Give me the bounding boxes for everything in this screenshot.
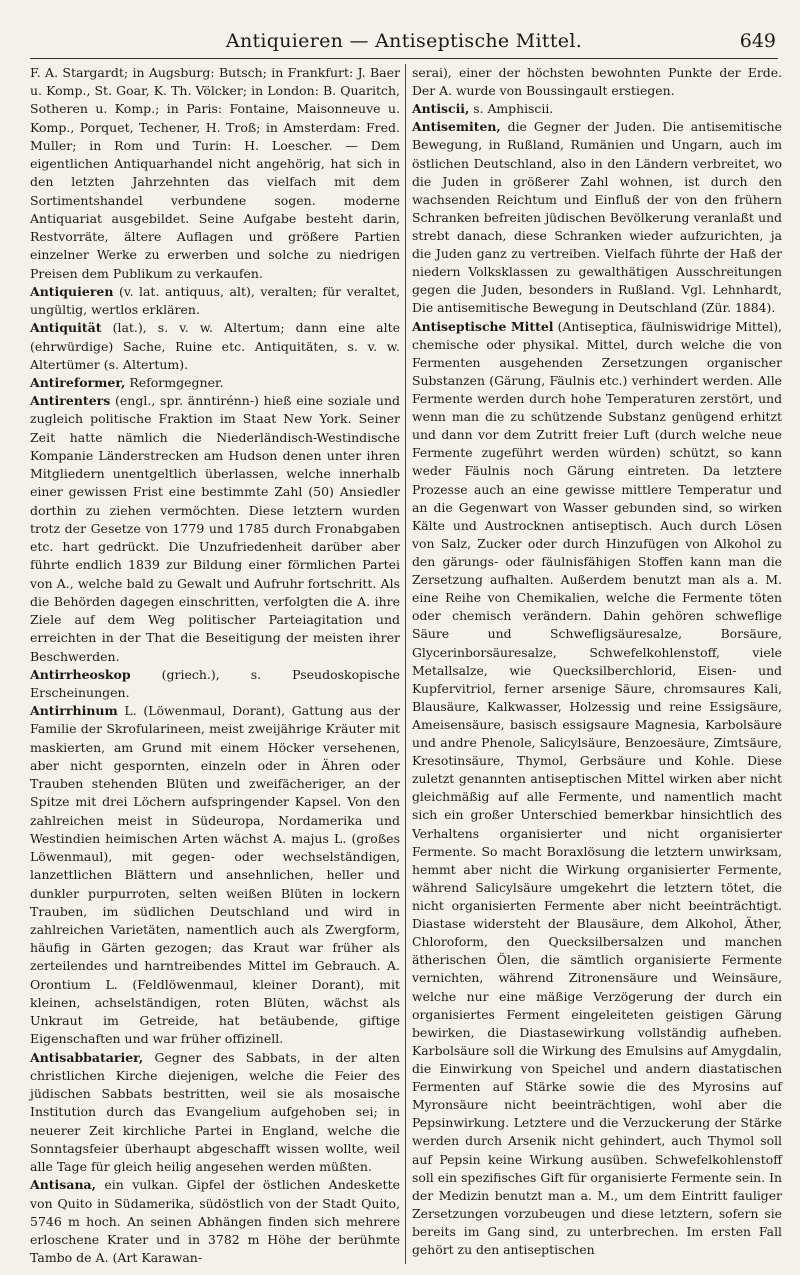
dictionary-entry <box>412 100 782 118</box>
entry-headword: Antiquität <box>30 320 102 336</box>
entry-text: serai), einer der höchsten bewohnten Punkte der Erde. Der A. wurde von Boussingault erstiegen. <box>412 65 782 99</box>
entry-headword: Antirrheoskop <box>30 666 131 682</box>
entry-headword: Antirrhinum <box>30 703 118 719</box>
entry-text: F. A. Stargardt; in Augsburg: Butsch; in Frankfurt: J. Baer u. Komp., St. Goar, K. Th. Völcker; in London: B. Quaritch, Sotheren u. Komp.; in Paris: Fontaine, Maisonneuve u. Komp., Porquet, Techener, H. Troß; in Amsterdam: Fred. Muller; in Rom und Turin: H. Loescher. — Dem eigentlichen Antiquarhandel nicht angehörig, hat sich in den letzten Jahrzehnten das vielfach mit dem Sortimentshandel verbundene sogen. moderne Antiquariat ausgebildet. Seine Aufgabe besteht darin, Restvorräte, ältere Auflagen und größere Partien einzelner Werke zu erwerben und solche zu niedrigen Preisen dem Publikum zu verkaufen. <box>30 65 400 281</box>
dictionary-entry <box>30 392 400 666</box>
entry-headword: Antiquieren <box>30 283 114 299</box>
dictionary-entry <box>30 702 400 1048</box>
dictionary-entry <box>30 319 400 374</box>
entry-headword: Antiseptische Mittel <box>412 318 554 334</box>
entry-headword: Antirenters <box>30 393 111 409</box>
entry-headword: Antiscii, <box>412 101 470 117</box>
dictionary-entry <box>30 283 400 319</box>
entry-text: ein vulkan. Gipfel der östlichen Andeskette von Quito in Südamerika, südöstlich von der Stadt Quito, 5746 m hoch. An seinen Abhängen finden sich mehrere erloschene Krater und in 3782 m Höhe der berühmte Tambo de A. (Art Karawan- <box>30 1177 400 1266</box>
dictionary-entry <box>412 318 782 1260</box>
dictionary-entry <box>30 374 400 392</box>
entry-headword: Antisemiten, <box>412 119 501 135</box>
dictionary-entry <box>30 64 400 283</box>
entry-headword: Antisana, <box>30 1177 96 1193</box>
entry-text: (v. lat. antiquus, alt), veralten; für veraltet, ungültig, wertlos erklären. <box>30 283 400 318</box>
entry-text: L. (Löwenmaul, Dorant), Gattung aus der Familie der Skrofularineen, meist zweijährige Kräuter mit maskierten, am Grund mit einem Höcker versehenen, aber nicht gespornten, einzeln oder in Ähren oder Trauben stehenden Blüten und zweifächeriger, an der Spitze mit drei Löchern aufspringender Kapsel. Von den zahlreichen meist in Südeuropa, Nordamerika und Westindien heimischen Arten wächst A. majus L. (großes Löwenmaul), mit gegen- oder wechselständigen, lanzettlichen Blättern und ansehnlichen, heller und dunkler purpurroten, selten weißen Blüten in lockern Trauben, im südlichen Deutschland und wird in zahlreichen Varietäten, namentlich auch als Zwergform, häufig in Gärten gezogen; das Kraut war früher als zerteilendes und harntreibendes Mittel im Gebrauch. A. Orontium L. (Feldlöwenmaul, kleiner Dorant), mit kleinen, achselständigen, roten Blüten, wächst als Unkraut im Getreide, hat betäubende, giftige Eigenschaften und war früher offizinell. <box>30 703 400 1047</box>
dictionary-entry <box>30 1176 400 1267</box>
entry-headword: Antisabbatarier, <box>30 1049 144 1065</box>
entry-text: (lat.), s. v. w. Altertum; dann eine alte (ehrwürdige) Sache, Ruine etc. Antiquitäten, s. v. w. Altertümer (s. Altertum). <box>30 320 400 372</box>
entry-text: Reformgegner. <box>125 374 224 390</box>
dictionary-entry <box>30 666 400 702</box>
right-column <box>412 64 782 1259</box>
dictionary-entry <box>30 1049 400 1177</box>
running-head: Antiquieren — Antiseptische Mittel. <box>225 30 583 52</box>
entry-text: (engl., spr. änntirénn-) hieß eine soziale und zugleich politische Fraktion im Staat New York. Seiner Zeit hatte nämlich die Niederländisch-Westindische Kompanie Länderstrecken am Hudson denen unter ihren Mitgliedern unentgeltlich überlassen, welche innerhalb einer gewissen Frist eine bestimmte Zahl (50) Ansiedler dorthin zu ziehen vermöchten. Diese letztern wurden trotz der Gesetze von 1779 und 1785 durch Fronabgaben etc. hart gedrückt. Die Unzufriedenheit darüber aber führte endlich 1839 zur Bildung einer förmlichen Partei von A., welche bald zu Gewalt und Aufruhr fortschritt. Als die Behörden dagegen einschritten, verfolgten die A. ihre Ziele auf dem Weg politischer Parteiagitation und erreichten in der That die Beseitigung der meisten ihrer Beschwerden. <box>30 393 400 664</box>
page-number: 649 <box>739 30 776 52</box>
entry-text: (griech.), s. Pseudoskopische Erscheinungen. <box>30 666 400 700</box>
dictionary-entry <box>412 118 782 317</box>
entry-text: s. Amphiscii. <box>469 101 554 117</box>
column-divider <box>405 64 406 1264</box>
entry-text: die Gegner der Juden. Die antisemitische Bewegung, in Rußland, Rumänien und Ungarn, auch im östlichen Deutschland, also in den Ländern verbreitet, wo die Juden in größerer Zahl wohnen, ist durch den wachsenden Reichtum und Einfluß der von den frühern Schranken befreiten jüdischen Bevölkerung veranlaßt und strebt danach, diese Schranken wieder aufzurichten, ja die Juden ganz zu vertreiben. Vielfach führte der Haß der niedern Volksklassen zu gewalthätigen Ausschreitungen gegen die Juden, besonders in Rußland. Vgl. Lehnhardt, Die antisemitische Bewegung in Deutschland (Zür. 1884). <box>412 119 782 316</box>
dictionary-entry <box>412 64 782 100</box>
left-column <box>30 64 400 1267</box>
entry-text: (Antiseptica, fäulniswidrige Mittel), chemische oder physikal. Mittel, durch welche die von Fermenten ausgehenden Zersetzungen organischer Substanzen (Gärung, Fäulnis etc.) verhindert werden. Alle Fermente werden durch hohe Temperaturen zerstört, und wenn man die zu schützende Substanz genügend erhitzt und dann vor dem Zutritt freier Luft (durch welche neue Fermente zugeführt werden würden) schützt, so kann weder Fäulnis noch Gärung eintreten. Da letztere Prozesse auch an eine gewisse mittlere Temperatur und an die Gegenwart von Wasser gebunden sind, so wirken Kälte und Austrocknen antiseptisch. Auch durch Lösen von Salz, Zucker oder durch Hinzufügen von Alkohol zu den gärungs- oder fäulnisfähigen Stoffen kann man die Zersetzung aufhalten. Außerdem benutzt man als a. M. eine Reihe von Chemikalien, welche die Fermente töten oder chemisch verändern. Dahin gehören schweflige Säure und Schwefligsäuresalze, Borsäure, Glycerinborsäuresalze, Schwefelkohlenstoff, viele Metallsalze, wie Quecksilberchlorid, Eisen- und Kupfervitriol, ferner arsenige Säure, chromsaures Kali, Blausäure, Kalkwasser, Holzessig und reine Essigsäure, Ameisensäure, basisch essigsaure Magnesia, Karbolsäure und andre Phenole, Salicylsäure, Benzoesäure, Zimtsäure, Kresotinsäure, Thymol, Gerbsäure und Kohle. Diese zuletzt genannten antiseptischen Mittel wirken aber nicht gleichmäßig auf alle Fermente, und namentlich macht sich ein großer Unterschied bemerkbar hinsichtlich des Verhaltens organisierter und nicht organisierter Fermente. So macht Boraxlösung die letztern unwirksam, hemmt aber nicht die Wirkung organisierter Fermente, während Salicylsäure umgekehrt die letztern tötet, die nicht organisierten Fermente aber nicht beeinträchtigt. Diastase widersteht der Blausäure, dem Alkohol, Äther, Chloroform, den Quecksilbersalzen und manchen ätherischen Ölen, die sämtlich organisierte Fermente vernichten, während Zitronensäure und Weinsäure, welche nur eine mäßige Verzögerung der durch ein organisiertes Ferment eingeleiteten geistigen Gärung bewirken, die Diastasewirkung vollständig aufheben. Karbolsäure soll die Wirkung des Emulsins auf Amygdalin, die Einwirkung von Speichel und andern diastatischen Fermenten auf Stärke sowie die des Myrosins auf Myronsäure nicht beeinträchtigen, wohl aber die Pepsinwirkung. Letztere und die Verzuckerung der Stärke werden durch Arsenik nicht gehindert, auch Thymol soll auf Pepsin keine Wirkung ausüben. Schwefelkohlenstoff soll ein spezifisches Gift für organisierte Fermente sein. In der Medizin benutzt man a. M., um dem Eintritt fauliger Zersetzungen vorzubeugen und diese letztern, sofern sie bereits im Gang sind, zu unterbrechen. Im ersten Fall gehört zu den antiseptischen <box>412 318 782 1258</box>
page-header <box>30 26 778 59</box>
entry-headword: Antireformer, <box>30 374 126 390</box>
entry-text: Gegner des Sabbats, in der alten christlichen Kirche diejenigen, welche die Feier des jüdischen Sabbats bestritten, weil sie als mosaische Institution durch das Evangelium aufgehoben sei; in neuerer Zeit kirchliche Partei in England, welche die Sonntagsfeier überhaupt abgeschafft wissen wollte, weil alle Tage für gleich heilig angesehen werden müßten. <box>30 1049 400 1175</box>
